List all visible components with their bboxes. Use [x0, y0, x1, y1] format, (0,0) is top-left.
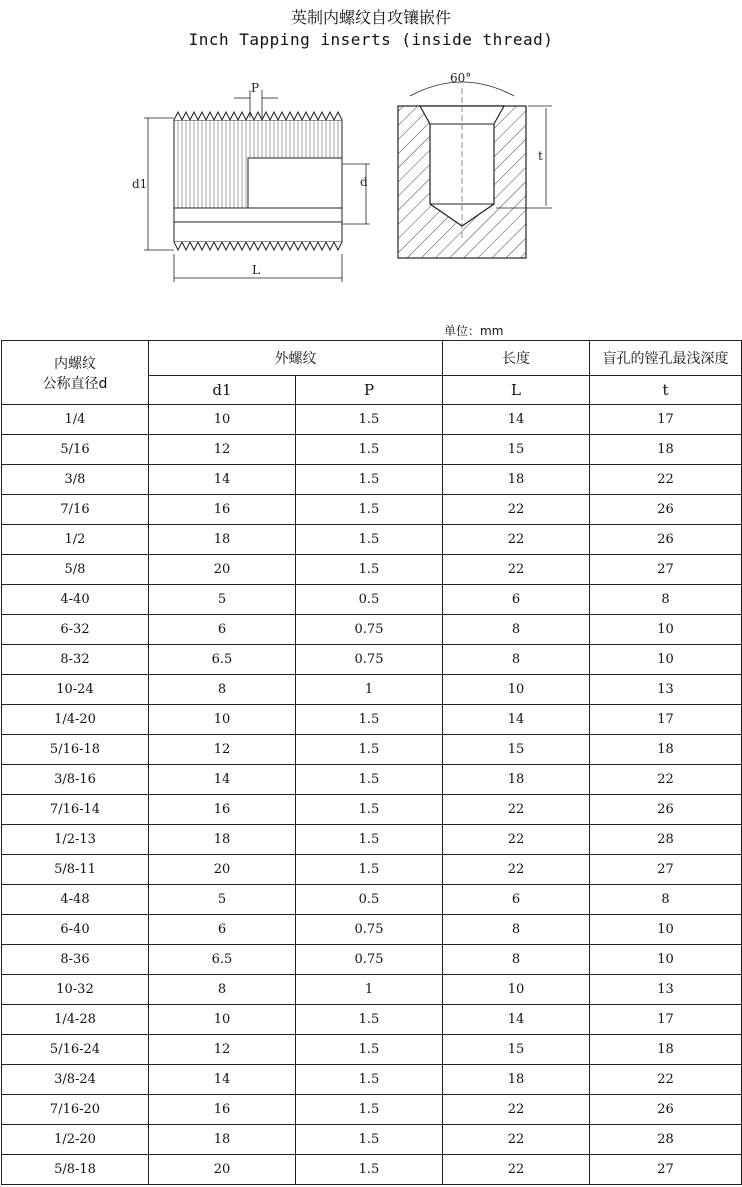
cell-l: 18: [443, 765, 590, 795]
cell-t: 10: [590, 915, 742, 945]
cell-p: 1: [296, 975, 443, 1005]
hole-section-view: [398, 71, 552, 258]
cell-nominal-d: 1/4-20: [2, 705, 149, 735]
cell-t: 13: [590, 975, 742, 1005]
cell-nominal-d: 10-32: [2, 975, 149, 1005]
outer-diameter-label: d1: [132, 177, 148, 191]
header-length: 长度: [443, 341, 590, 376]
cell-nominal-d: 5/8-11: [2, 855, 149, 885]
cell-d1: 16: [149, 495, 296, 525]
cell-l: 6: [443, 585, 590, 615]
cell-d1: 18: [149, 825, 296, 855]
cell-d1: 8: [149, 675, 296, 705]
cell-d1: 10: [149, 705, 296, 735]
cell-l: 8: [443, 615, 590, 645]
cell-t: 27: [590, 855, 742, 885]
header-inner-thread-line2: 公称直径d: [42, 375, 108, 392]
cell-nominal-d: 7/16-20: [2, 1095, 149, 1125]
table-row: [2, 765, 742, 795]
cell-l: 22: [443, 1095, 590, 1125]
table-row: [2, 555, 742, 585]
cell-d1: 10: [149, 405, 296, 435]
cell-d1: 14: [149, 465, 296, 495]
cell-p: 1.5: [296, 555, 443, 585]
header-inner-thread: [2, 341, 149, 405]
cell-d1: 6: [149, 615, 296, 645]
cell-p: 1.5: [296, 495, 443, 525]
spec-table-body: [2, 405, 742, 1185]
cell-p: 1.5: [296, 1155, 443, 1185]
cell-p: 1.5: [296, 855, 443, 885]
cell-t: 18: [590, 735, 742, 765]
table-row: [2, 1095, 742, 1125]
cell-t: 17: [590, 705, 742, 735]
cell-nominal-d: 3/8-16: [2, 765, 149, 795]
cell-t: 26: [590, 495, 742, 525]
cell-d1: 20: [149, 855, 296, 885]
cell-p: 1.5: [296, 825, 443, 855]
cell-l: 22: [443, 1155, 590, 1185]
table-row: [2, 1065, 742, 1095]
cell-nominal-d: 8-36: [2, 945, 149, 975]
cell-d1: 6.5: [149, 645, 296, 675]
cell-l: 22: [443, 555, 590, 585]
cell-l: 10: [443, 675, 590, 705]
cell-t: 28: [590, 825, 742, 855]
cell-d1: 5: [149, 885, 296, 915]
cell-l: 8: [443, 915, 590, 945]
cell-nominal-d: 1/2: [2, 525, 149, 555]
table-row: [2, 915, 742, 945]
cell-p: 0.75: [296, 615, 443, 645]
cell-d1: 14: [149, 765, 296, 795]
cell-p: 1.5: [296, 525, 443, 555]
unit-label: 单位：mm: [444, 324, 504, 338]
cell-p: 1.5: [296, 1035, 443, 1065]
table-row: [2, 675, 742, 705]
table-row: [2, 735, 742, 765]
cell-l: 22: [443, 855, 590, 885]
cell-nominal-d: 3/8-24: [2, 1065, 149, 1095]
table-row: [2, 465, 742, 495]
cell-p: 1: [296, 675, 443, 705]
cell-nominal-d: 1/4-28: [2, 1005, 149, 1035]
cell-p: 1.5: [296, 795, 443, 825]
cell-d1: 16: [149, 1095, 296, 1125]
table-row: [2, 885, 742, 915]
length-label: L: [252, 263, 260, 277]
cell-p: 0.5: [296, 585, 443, 615]
cell-d1: 6: [149, 915, 296, 945]
cell-t: 8: [590, 885, 742, 915]
table-row: [2, 525, 742, 555]
table-row: [2, 795, 742, 825]
cell-p: 1.5: [296, 1125, 443, 1155]
cell-d1: 16: [149, 795, 296, 825]
cell-t: 17: [590, 1005, 742, 1035]
table-row: [2, 435, 742, 465]
cell-p: 0.5: [296, 885, 443, 915]
table-row: [2, 825, 742, 855]
cell-l: 22: [443, 495, 590, 525]
cell-l: 10: [443, 975, 590, 1005]
header-inner-thread-line1: 内螺纹: [54, 355, 96, 372]
cell-t: 26: [590, 525, 742, 555]
cell-l: 14: [443, 705, 590, 735]
table-row: [2, 495, 742, 525]
cell-l: 22: [443, 1125, 590, 1155]
table-row: [2, 1035, 742, 1065]
table-row: [2, 1155, 742, 1185]
header-hole-depth: 盲孔的镗孔最浅深度: [590, 341, 742, 376]
cell-d1: 12: [149, 435, 296, 465]
cell-p: 0.75: [296, 915, 443, 945]
cell-nominal-d: 5/8: [2, 555, 149, 585]
cell-nominal-d: 7/16-14: [2, 795, 149, 825]
cell-t: 18: [590, 1035, 742, 1065]
cell-p: 1.5: [296, 405, 443, 435]
cell-t: 22: [590, 1065, 742, 1095]
cell-l: 18: [443, 465, 590, 495]
cell-nominal-d: 4-48: [2, 885, 149, 915]
cell-t: 27: [590, 1155, 742, 1185]
cell-t: 28: [590, 1125, 742, 1155]
cell-p: 0.75: [296, 645, 443, 675]
cell-nominal-d: 3/8: [2, 465, 149, 495]
cell-d1: 18: [149, 525, 296, 555]
header-p: P: [296, 376, 443, 405]
cell-t: 10: [590, 615, 742, 645]
cell-l: 15: [443, 435, 590, 465]
cell-d1: 20: [149, 555, 296, 585]
cell-l: 22: [443, 525, 590, 555]
title-english: Inch Tapping inserts (inside thread): [188, 30, 554, 49]
cell-d1: 8: [149, 975, 296, 1005]
cell-l: 15: [443, 735, 590, 765]
cell-p: 1.5: [296, 465, 443, 495]
header-outer-thread: 外螺纹: [149, 341, 443, 376]
cell-d1: 20: [149, 1155, 296, 1185]
table-row: [2, 615, 742, 645]
table-row: [2, 975, 742, 1005]
pitch-label: P: [251, 81, 260, 95]
table-row: [2, 945, 742, 975]
table-row: [2, 1125, 742, 1155]
cell-l: 15: [443, 1035, 590, 1065]
cell-t: 26: [590, 1095, 742, 1125]
cell-nominal-d: 5/16-18: [2, 735, 149, 765]
cell-d1: 14: [149, 1065, 296, 1095]
cell-nominal-d: 5/16-24: [2, 1035, 149, 1065]
cell-p: 1.5: [296, 705, 443, 735]
cell-p: 1.5: [296, 735, 443, 765]
cell-p: 0.75: [296, 945, 443, 975]
header-t: t: [590, 376, 742, 405]
cell-l: 22: [443, 825, 590, 855]
cell-nominal-d: 5/8-18: [2, 1155, 149, 1185]
insert-side-view: [132, 81, 370, 282]
cell-t: 22: [590, 765, 742, 795]
cell-t: 22: [590, 465, 742, 495]
header-d1: d1: [149, 376, 296, 405]
cell-nominal-d: 5/16: [2, 435, 149, 465]
cell-t: 27: [590, 555, 742, 585]
cell-nominal-d: 6-32: [2, 615, 149, 645]
cell-nominal-d: 10-24: [2, 675, 149, 705]
cell-t: 17: [590, 405, 742, 435]
cell-t: 18: [590, 435, 742, 465]
cell-nominal-d: 1/2-13: [2, 825, 149, 855]
cell-l: 18: [443, 1065, 590, 1095]
inner-diameter-label: d: [360, 175, 368, 189]
header-l: L: [443, 376, 590, 405]
cell-t: 26: [590, 795, 742, 825]
cell-d1: 5: [149, 585, 296, 615]
cell-p: 1.5: [296, 435, 443, 465]
cell-p: 1.5: [296, 1005, 443, 1035]
cell-nominal-d: 1/4: [2, 405, 149, 435]
cell-nominal-d: 7/16: [2, 495, 149, 525]
cell-l: 6: [443, 885, 590, 915]
cell-nominal-d: 8-32: [2, 645, 149, 675]
cell-d1: 12: [149, 1035, 296, 1065]
cell-nominal-d: 1/2-20: [2, 1125, 149, 1155]
cell-d1: 12: [149, 735, 296, 765]
cell-l: 14: [443, 405, 590, 435]
table-row: [2, 855, 742, 885]
cell-l: 14: [443, 1005, 590, 1035]
table-row: [2, 645, 742, 675]
cell-l: 8: [443, 945, 590, 975]
cell-l: 22: [443, 795, 590, 825]
depth-label: t: [538, 149, 543, 163]
table-row: [2, 1005, 742, 1035]
table-row: [2, 585, 742, 615]
cell-p: 1.5: [296, 1065, 443, 1095]
technical-drawing: [130, 68, 570, 298]
spec-table: [1, 340, 742, 1185]
cell-nominal-d: 6-40: [2, 915, 149, 945]
cell-t: 8: [590, 585, 742, 615]
cell-p: 1.5: [296, 1095, 443, 1125]
cell-t: 13: [590, 675, 742, 705]
cell-p: 1.5: [296, 765, 443, 795]
cell-d1: 10: [149, 1005, 296, 1035]
cell-d1: 18: [149, 1125, 296, 1155]
title-chinese: 英制内螺纹自攻镶嵌件: [290, 8, 451, 27]
table-row: [2, 705, 742, 735]
cell-d1: 6.5: [149, 945, 296, 975]
cell-l: 8: [443, 645, 590, 675]
cell-t: 10: [590, 645, 742, 675]
angle-label: 60°: [450, 71, 472, 85]
cell-t: 10: [590, 945, 742, 975]
table-row: [2, 405, 742, 435]
cell-nominal-d: 4-40: [2, 585, 149, 615]
